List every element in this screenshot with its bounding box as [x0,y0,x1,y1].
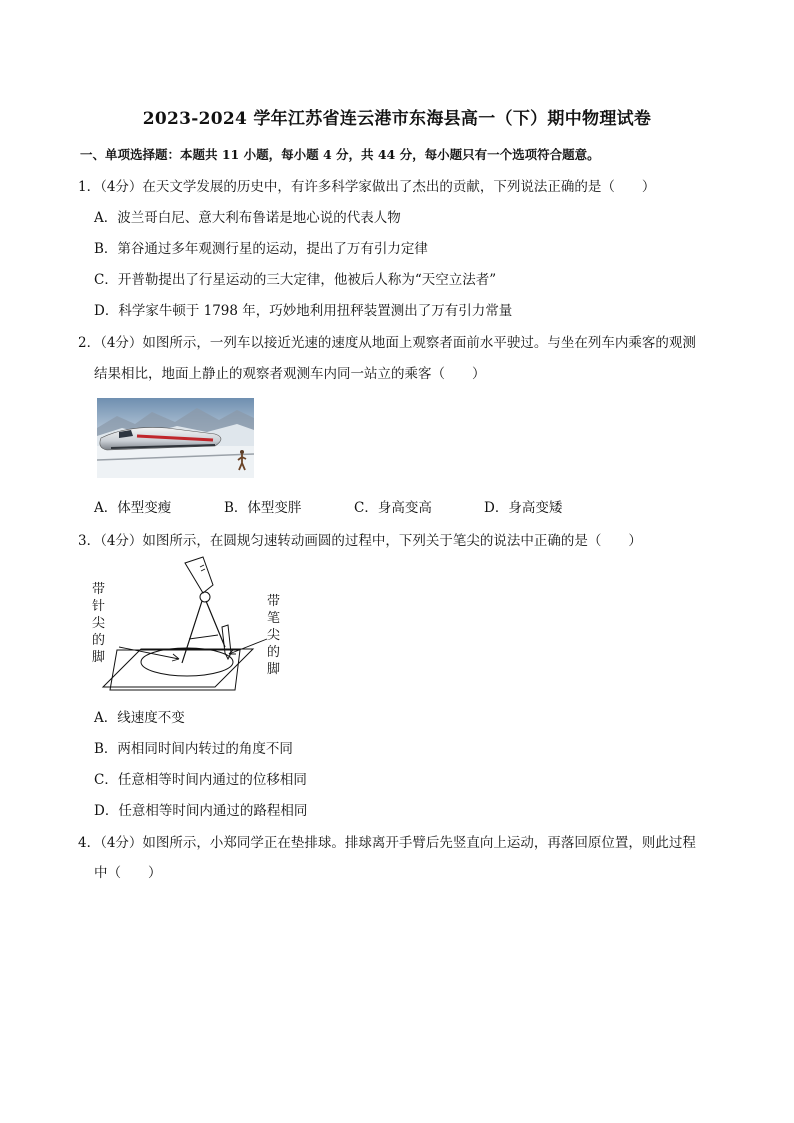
q3-option-b: B．两相同时间内转过的角度不同 [94,741,293,757]
train-figure [97,398,254,478]
q3-option-a: A．线速度不变 [94,710,185,726]
right-label-char: 脚 [267,662,281,677]
right-label-char: 笔 [267,611,281,626]
q1-option-d: D．科学家牛顿于 1798 年，巧妙地利用扭秤装置测出了万有引力常量 [94,303,513,319]
q4-stem-line2: 中（ ） [94,865,162,881]
q3-option-d: D．任意相等时间内通过的路程相同 [94,803,308,819]
left-label-char: 脚 [92,650,106,665]
q3-option-c: C．任意相等时间内通过的位移相同 [94,772,307,788]
q2-stem-line1: 2．（4分）如图所示，一列车以接近光速的速度从地面上观察者面前水平驶过。与坐在列车内乘客的观测 [78,335,696,351]
exam-title: 2023-2024 学年江苏省连云港市东海县高一（下）期中物理试卷 [142,109,652,129]
q2-stem-line2: 结果相比，地面上静止的观察者观测车内同一站立的乘客（ ） [94,366,486,382]
left-label-char: 的 [92,633,106,648]
right-label-char: 尖 [267,628,281,643]
left-label-char: 尖 [92,616,106,631]
q3-stem: 3．（4分）如图所示，在圆规匀速转动画圆的过程中，下列关于笔尖的说法中正确的是（ ） [78,533,642,549]
q2-options [94,496,614,516]
section-heading: 一、单项选择题：本题共 11 小题，每小题 4 分，共 44 分，每小题只有一个选项符合题意。 [80,147,600,162]
q2-option-d: D．身高变矮 [484,500,563,516]
q2-option-c: C．身高变高 [354,500,432,516]
q1-stem: 1．（4分）在天文学发展的历史中，有许多科学家做出了杰出的贡献，下列说法正确的是（ ） [78,179,656,195]
q1-option-c: C．开普勒提出了行星运动的三大定律，他被后人称为“天空立法者” [94,272,497,288]
q2-option-a: A．体型变瘦 [94,500,172,516]
right-label-char: 的 [267,645,281,660]
left-label-char: 带 [92,582,106,597]
q2-option-b: B．体型变胖 [224,500,302,516]
q1-option-b: B．第谷通过多年观测行星的运动，提出了万有引力定律 [94,241,428,257]
left-label-char: 针 [92,599,106,614]
right-label-char: 带 [267,594,281,609]
q1-option-a: A．波兰哥白尼、意大利布鲁诺是地心说的代表人物 [94,210,401,226]
compass-figure [85,555,300,700]
q4-stem-line1: 4．（4分）如图所示，小郑同学正在垫排球。排球离开手臂后先竖直向上运动，再落回原位置，则此过程 [78,835,696,851]
